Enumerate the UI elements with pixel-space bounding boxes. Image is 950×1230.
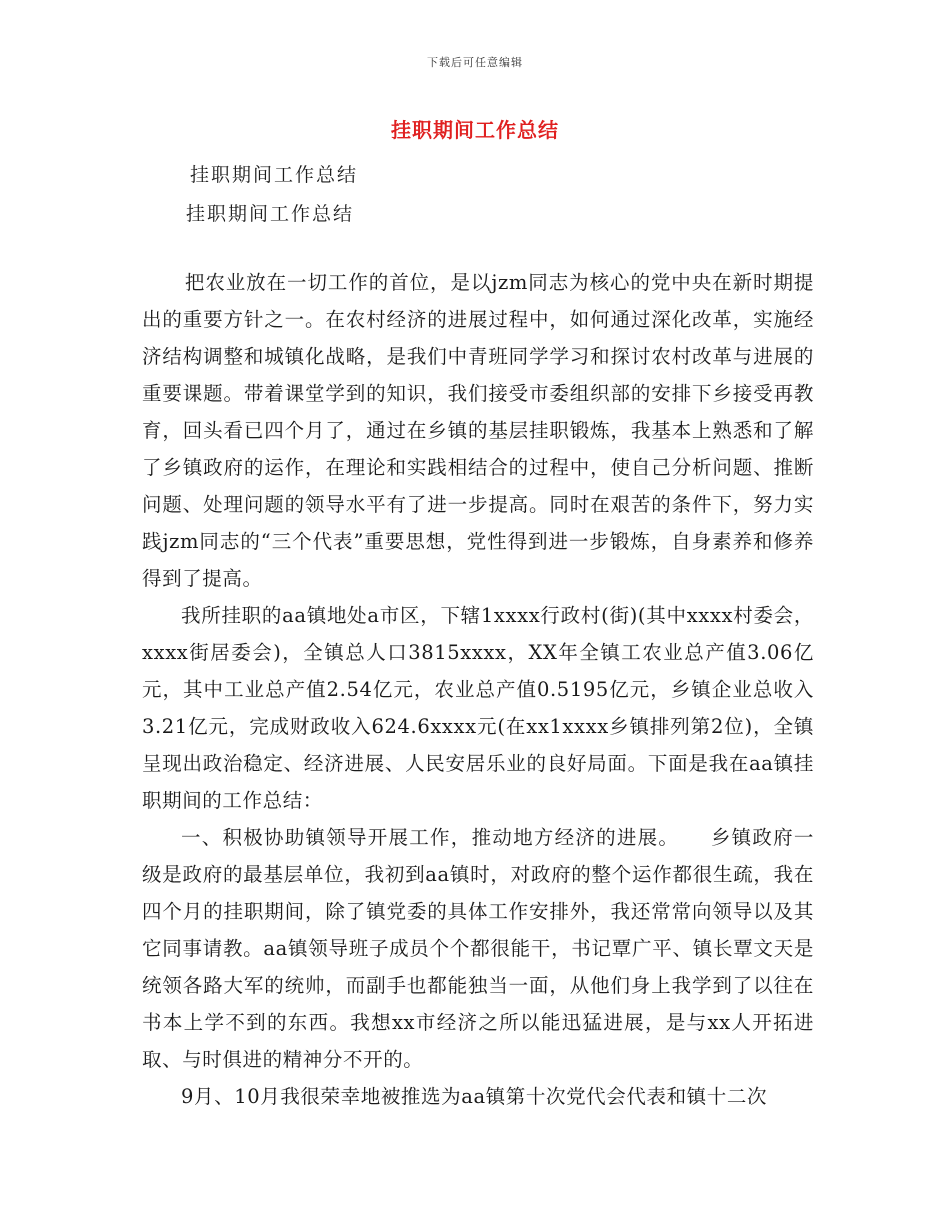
subtitle-line-1: 挂职期间工作总结 [190,164,359,186]
paragraph-2: 我所挂职的aa镇地处a市区，下辖1xxxx行政村(街)(其中xxxx村委会，xxxx街居委会)，全镇总人口3815xxxx，XX年全镇工农业总产值3.06亿元，其中工业总产值2.54亿元，农业总产值0.5195亿元，乡镇企业总收入3.21亿元，完成财政收入624.6xxxx元(在xx1xxxx乡镇排列第2位)，全镇呈现出政治稳定、经济进展、人民安居乐业的良好局面。下面是我在aa镇挂职期间的工作总结： [142,604,814,812]
document-title: 挂职期间工作总结 [391,118,559,142]
header-note: 下载后可任意编辑 [427,56,523,69]
document-body [142,264,814,1115]
paragraph-1: 把农业放在一切工作的首位，是以jzm同志为核心的党中央在新时期提出的重要方针之一。在农村经济的进展过程中，如何通过深化改革，实施经济结构调整和城镇化战略，是我们中青班同学学习和探讨农村改革与进展的重要课题。带着课堂学到的知识，我们接受市委组织部的安排下乡接受再教育，回头看已四个月了，通过在乡镇的基层挂职锻炼，我基本上熟悉和了解了乡镇政府的运作，在理论和实践相结合的过程中，使自己分析问题、推断问题、处理问题的领导水平有了进一步提高。同时在艰苦的条件下，努力实践jzm同志的“三个代表”重要思想，党性得到进一步锻炼，自身素养和修养得到了提高。 [142,271,814,590]
paragraph-3: 一、积极协助镇领导开展工作，推动地方经济的进展。 乡镇政府一级是政府的最基层单位，我初到aa镇时，对政府的整个运作都很生疏，我在四个月的挂职期间，除了镇党委的具体工作安排外，我还常常向领导以及其它同事请教。aa镇领导班子成员个个都很能干，书记覃广平、镇长覃文天是统领各路大军的统帅，而副手也都能独当一面，从他们身上我学到了以往在书本上学不到的东西。我想xx市经济之所以能迅猛进展，是与xx人开拓进取、与时俱进的精神分不开的。 [142,826,814,1071]
subtitle-line-2: 挂职期间工作总结 [186,203,355,225]
paragraph-4: 9月、10月我很荣幸地被推选为aa镇第十次党代会代表和镇十二次 [181,1085,768,1108]
